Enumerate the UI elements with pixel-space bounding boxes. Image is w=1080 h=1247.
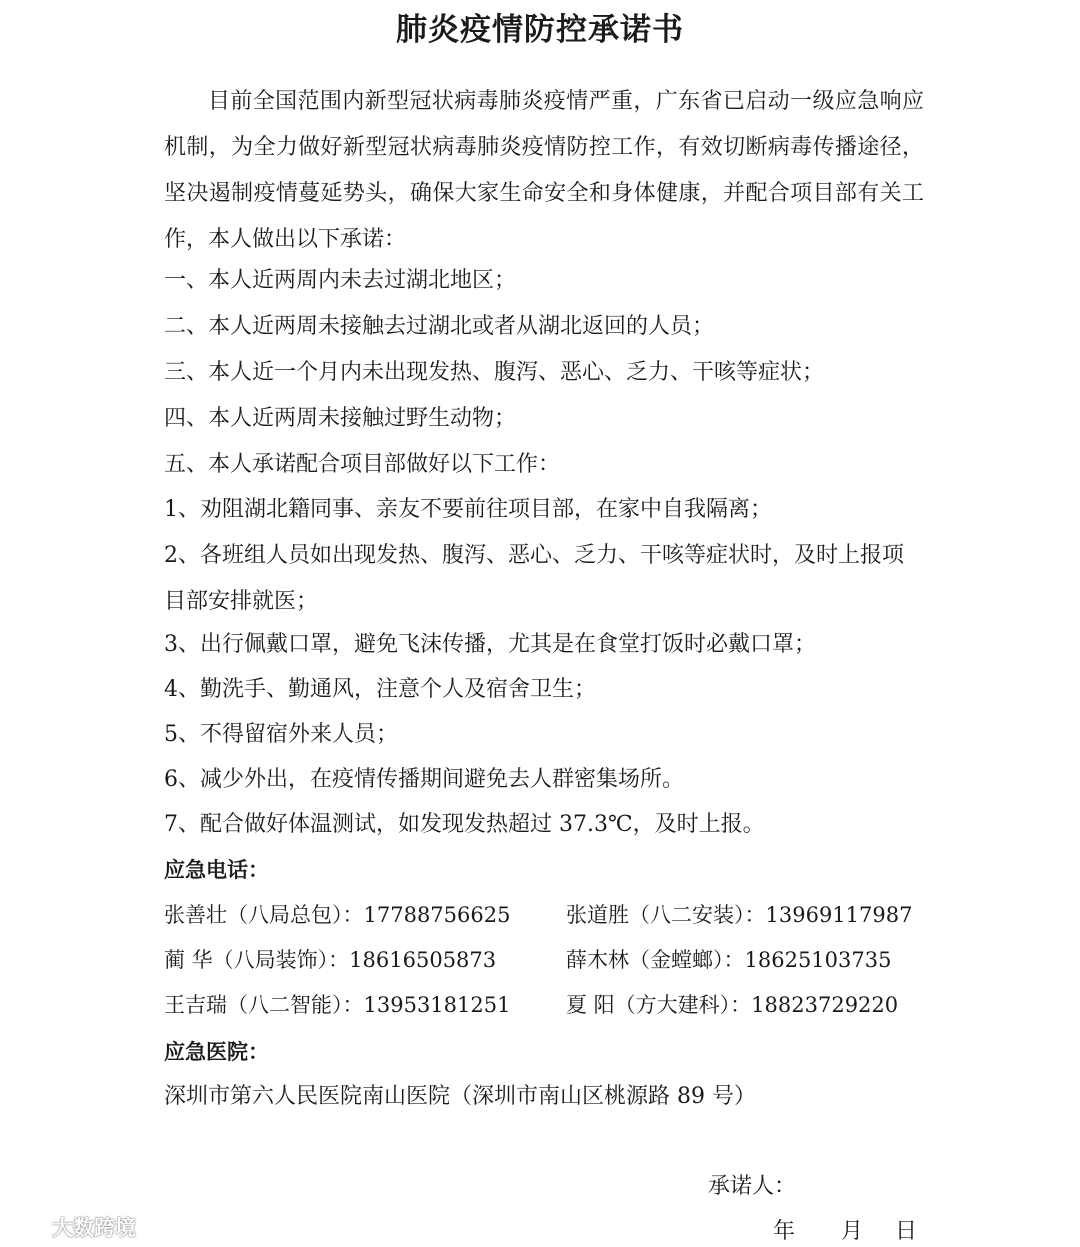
emergency-phone-heading: 应急电话： [164, 858, 269, 882]
contact-entry: 薛木林（金螳螂）：18625103735 [566, 948, 892, 972]
task-item: 5、不得留宿外来人员； [164, 722, 398, 747]
pledge-item: 一、本人近两周内未去过湖北地区； [164, 268, 517, 293]
contact-entry: 张善壮（八局总包）：17788756625 [164, 903, 511, 927]
task-item: 3、出行佩戴口罩，避免飞沫传播，尤其是在食堂打饭时必戴口罩； [164, 632, 816, 657]
task-item: 1、劝阻湖北籍同事、亲友不要前往项目部，在家中自我隔离； [164, 497, 772, 522]
contact-entry: 蔺 华（八局装饰）：18616505873 [164, 948, 497, 972]
document-title: 肺炎疫情防控承诺书 [396, 12, 684, 48]
pledge-item: 四、本人近两周未接触过野生动物； [164, 406, 517, 431]
intro-paragraph: 目前全国范围内新型冠状病毒肺炎疫情严重，广东省已启动一级应急响应机制，为全力做好新型冠状病毒肺炎疫情防控工作，有效切断病毒传播途径，坚决遏制疫情蔓延势头，确保大家生命安全和身体健康，并配合项目部有关工作，本人做出以下承诺： [164, 89, 924, 252]
date-day-label: 日 [895, 1219, 918, 1244]
emergency-hospital-heading: 应急医院： [164, 1040, 269, 1064]
contact-entry: 夏 阳（方大建科）：18823729220 [566, 993, 899, 1017]
task-item: 6、减少外出，在疫情传播期间避免去人群密集场所。 [164, 767, 684, 792]
pledge-item: 二、本人近两周未接触去过湖北或者从湖北返回的人员； [164, 314, 715, 339]
pledge-item: 五、本人承诺配合项目部做好以下工作： [164, 452, 561, 477]
date-month-label: 月 [841, 1219, 864, 1244]
hospital-address: 深圳市第六人民医院南山医院（深圳市南山区桃源路 89 号） [164, 1084, 756, 1109]
watermark-text: 大数跨境 [52, 1216, 136, 1240]
task-item: 7、配合做好体温测试，如发现发热超过 37.3℃，及时上报。 [164, 812, 765, 837]
task-item: 4、勤洗手、勤通风，注意个人及宿舍卫生； [164, 677, 596, 702]
watermark [8, 1212, 136, 1242]
task-item: 2、各班组人员如出现发热、腹泻、恶心、乏力、干咳等症状时，及时上报项目部安排就医； [164, 543, 904, 614]
pledge-item: 三、本人近一个月内未出现发热、腹泻、恶心、乏力、干咳等症状； [164, 360, 825, 385]
contact-entry: 张道胜（八二安装）：13969117987 [566, 903, 913, 927]
signer-label: 承诺人： [708, 1174, 797, 1199]
contact-entry: 王吉瑞（八二智能）：13953181251 [164, 993, 511, 1017]
chat-bubble-icon [8, 1214, 48, 1240]
date-year-label: 年 [773, 1219, 796, 1244]
